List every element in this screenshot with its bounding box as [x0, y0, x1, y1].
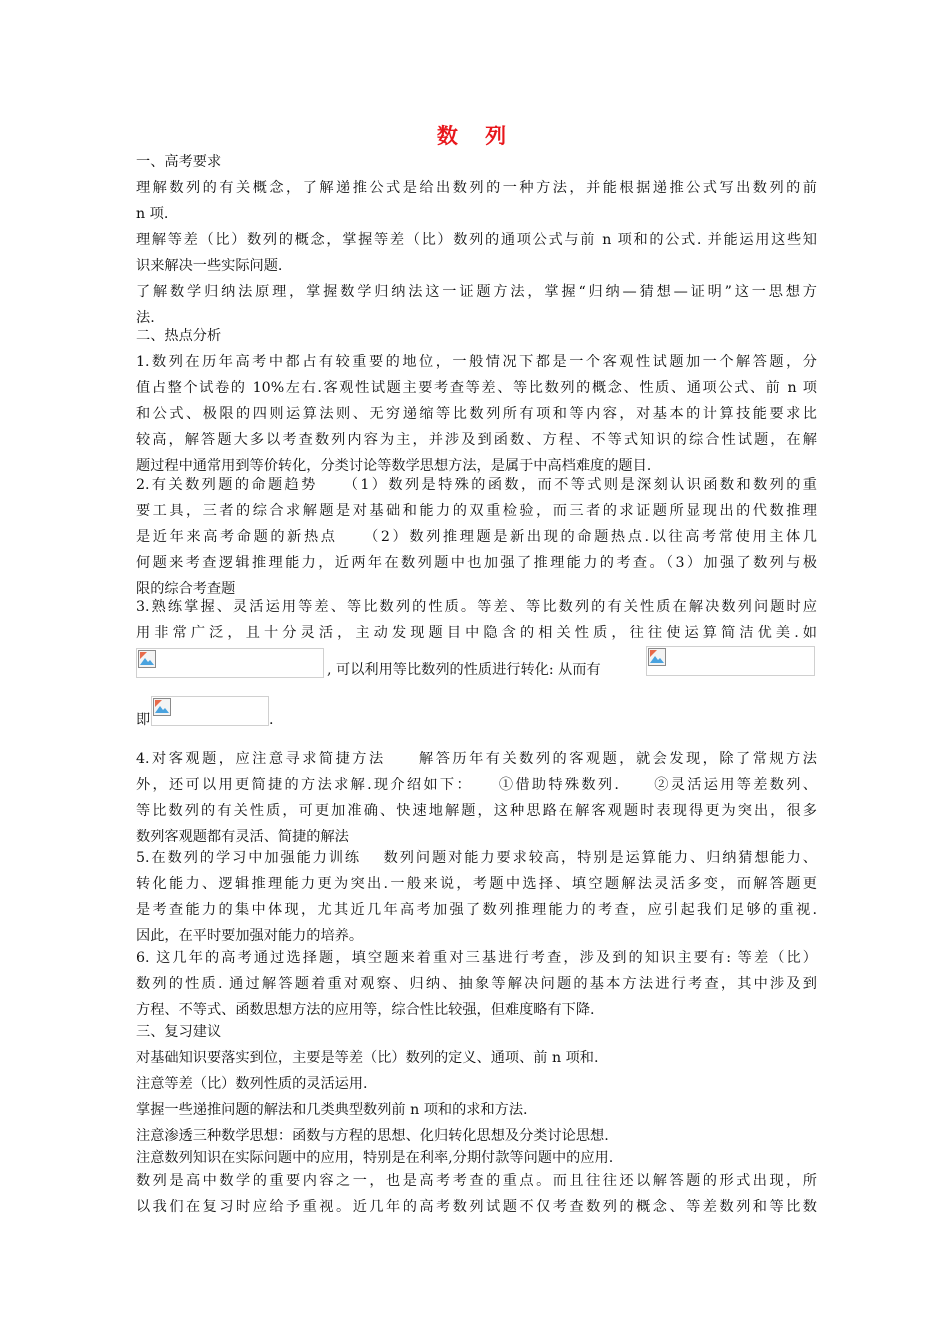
paragraph-line: 值占整个试卷的 10%左右.客观性试题主要考查等差、等比数列的概念、性质、通项公式、前 n 项 [136, 380, 817, 396]
formula-image-1 [136, 648, 324, 678]
paragraph-line: 以我们在复习时应给予重视。近几年的高考数列试题不仅考查数列的概念、等差数列和等比数 [136, 1199, 817, 1215]
inline-text-period: . [269, 712, 274, 728]
inline-text-transform: , 可以利用等比数列的性质进行转化: 从而有 [327, 662, 601, 678]
section-heading-requirements: 一、高考要求 [136, 154, 222, 170]
paragraph-line: 因此，在平时要加强对能力的培养。 [136, 928, 364, 944]
paragraph-line: 较高，解答题大多以考查数列内容为主，并涉及到函数、方程、不等式知识的综合性试题，在解 [136, 432, 817, 448]
paragraph-line: 了解数学归纳法原理，掌握数学归纳法这一证题方法，掌握“归纳—猜想—证明”这一思想方 [136, 284, 817, 300]
paragraph-line: 用非常广泛，且十分灵活，主动发现题目中隐含的相关性质，往往使运算简洁优美.如 [136, 625, 817, 641]
formula-image-2 [646, 646, 815, 676]
paragraph-line: n 项. [136, 206, 169, 222]
paragraph-line: 外，还可以用更简捷的方法求解.现介绍如下： ①借助特殊数列. ②灵活运用等差数列、 [136, 777, 817, 793]
paragraph-line: 1.数列在历年高考中都占有较重要的地位，一般情况下都是一个客观性试题加一个解答题，分 [136, 354, 817, 370]
paragraph-line: 是近年来高考命题的新热点 （2）数列推理题是新出现的命题热点.以往高考常使用主体几 [136, 529, 817, 545]
paragraph-line: 数列客观题都有灵活、简捷的解法 [136, 829, 349, 845]
broken-image-icon [153, 698, 171, 716]
inline-text-ji: 即 [136, 712, 151, 728]
section-heading-hotspots: 二、热点分析 [136, 328, 222, 344]
paragraph-line: 理解数列的有关概念，了解递推公式是给出数列的一种方法，并能根据递推公式写出数列的前 [136, 180, 817, 196]
paragraph-line: 识来解决一些实际问题. [136, 258, 283, 274]
paragraph-line: 数列是高中数学的重要内容之一，也是高考考查的重点。而且往往还以解答题的形式出现，所 [136, 1173, 817, 1189]
paragraph-line: 对基础知识要落实到位，主要是等差（比）数列的定义、通项、前 n 项和. [136, 1050, 599, 1066]
paragraph-line: 数列的性质. 通过解答题着重对观察、归纳、抽象等解决问题的基本方法进行考查，其中涉及到 [136, 976, 817, 992]
formula-image-3 [151, 696, 269, 726]
broken-image-icon [648, 648, 666, 666]
paragraph-line: 题过程中通常用到等价转化，分类讨论等数学思想方法，是属于中高档难度的题目. [136, 458, 652, 474]
paragraph-line: 掌握一些递推问题的解法和几类典型数列前 n 项和的求和方法. [136, 1102, 528, 1118]
paragraph-line: 注意渗透三种数学思想：函数与方程的思想、化归转化思想及分类讨论思想. [136, 1128, 609, 1144]
paragraph-line: 6. 这几年的高考通过选择题，填空题来着重对三基进行考查，涉及到的知识主要有: 等差（比） [136, 950, 817, 966]
paragraph-line: 理解等差（比）数列的概念，掌握等差（比）数列的通项公式与前 n 项和的公式. 并能运用这些知 [136, 232, 817, 248]
paragraph-line: 3.熟练掌握、灵活运用等差、等比数列的性质。等差、等比数列的有关性质在解决数列问题时应 [136, 599, 817, 615]
page-title: 数 列 [436, 123, 517, 148]
section-heading-review: 三、复习建议 [136, 1024, 222, 1040]
paragraph-line: 2.有关数列题的命题趋势 （1）数列是特殊的函数，而不等式则是深刻认识函数和数列的重 [136, 477, 817, 493]
paragraph-line: 等比数列的有关性质，可更加准确、快速地解题，这种思路在解客观题时表现得更为突出，很多 [136, 803, 817, 819]
broken-image-icon [138, 650, 156, 668]
paragraph-line: 是考查能力的集中体现，尤其近几年高考加强了数列推理能力的考查，应引起我们足够的重视. [136, 902, 817, 918]
paragraph-line: 方程、不等式、函数思想方法的应用等，综合性比较强，但难度略有下降. [136, 1002, 595, 1018]
paragraph-line: 法. [136, 310, 155, 326]
paragraph-line: 转化能力、逻辑推理能力更为突出.一般来说，考题中选择、填空题解法灵活多变，而解答题更 [136, 876, 817, 892]
paragraph-line: 注意等差（比）数列性质的灵活运用. [136, 1076, 368, 1092]
paragraph-line: 要工具，三者的综合求解题是对基础和能力的双重检验，而三者的求证题所显现出的代数推理 [136, 503, 817, 519]
paragraph-line: 4.对客观题，应注意寻求简捷方法 解答历年有关数列的客观题，就会发现，除了常规方法 [136, 751, 817, 767]
paragraph-line: 和公式、极限的四则运算法则、无穷递缩等比数列所有项和等内容，对基本的计算技能要求比 [136, 406, 817, 422]
paragraph-line: 注意数列知识在实际问题中的应用，特别是在利率,分期付款等问题中的应用. [136, 1150, 614, 1166]
paragraph-line: 5.在数列的学习中加强能力训练 数列问题对能力要求较高，特别是运算能力、归纳猜想能力、 [136, 850, 817, 866]
paragraph-line: 限的综合考查题 [136, 581, 236, 597]
paragraph-line: 何题来考查逻辑推理能力，近两年在数列题中也加强了推理能力的考查。（3）加强了数列与极 [136, 555, 817, 571]
